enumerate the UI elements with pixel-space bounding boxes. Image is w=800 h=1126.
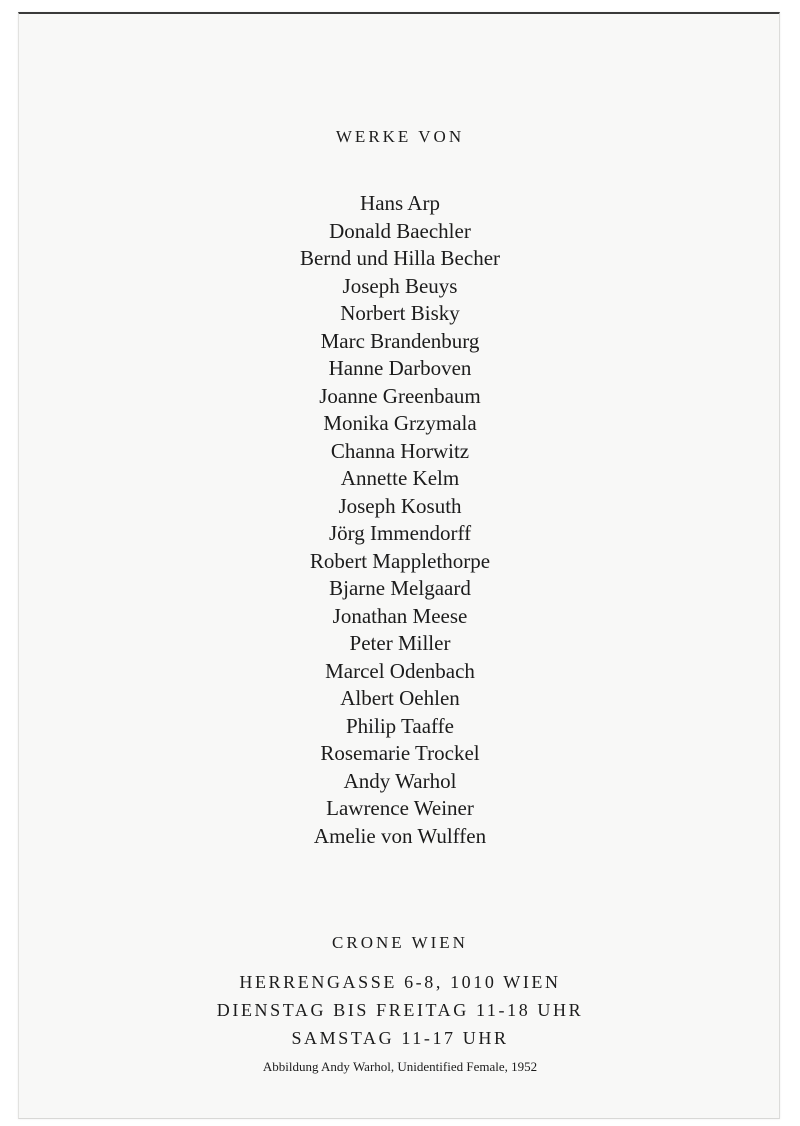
artist-name: Bjarne Melgaard	[329, 576, 471, 600]
artist-name: Joseph Beuys	[342, 273, 458, 298]
artist-name: Andy Warhol	[343, 768, 457, 793]
artist-name: Hans Arp	[360, 191, 440, 215]
image-caption: Abbildung Andy Warhol, Unidentified Female, 1952	[262, 1059, 538, 1074]
weekday-hours-line: DIENSTAG BIS FREITAG 11-18 UHR	[216, 1000, 584, 1020]
artist-name: Annette Kelm	[340, 466, 460, 490]
artist-name: Rosemarie Trockel	[320, 741, 480, 765]
saturday-hours-line: SAMSTAG 11-17 UHR	[291, 1028, 509, 1048]
artist-name: Robert Mapplethorpe	[309, 548, 491, 573]
artist-name: Monika Grzymala	[323, 411, 477, 435]
artist-name: Hanne Darboven	[328, 356, 472, 380]
artist-name: Jörg Immendorff	[328, 521, 472, 545]
artist-name: Joanne Greenbaum	[319, 383, 481, 408]
artist-name: Donald Baechler	[329, 218, 471, 243]
artist-name: Lawrence Weiner	[326, 796, 474, 820]
artist-name: Peter Miller	[349, 631, 451, 655]
artist-name: Albert Oehlen	[340, 686, 460, 710]
artist-list	[0, 190, 800, 850]
artist-name: Channa Horwitz	[330, 438, 470, 463]
address-line: HERRENGASSE 6-8, 1010 WIEN	[239, 972, 561, 992]
artist-name: Norbert Bisky	[340, 301, 460, 325]
artist-name: Bernd und Hilla Becher	[299, 246, 501, 270]
artist-name: Philip Taaffe	[346, 713, 454, 738]
artist-name: Amelie von Wulffen	[313, 823, 487, 848]
gallery-info	[0, 968, 800, 1052]
artist-name: Joseph Kosuth	[338, 493, 462, 518]
artist-name: Jonathan Meese	[332, 603, 468, 628]
gallery-name: CRONE WIEN	[332, 933, 468, 952]
artist-name: Marcel Odenbach	[325, 658, 475, 683]
works-heading: WERKE VON	[335, 127, 465, 146]
artist-name: Marc Brandenburg	[320, 328, 480, 353]
